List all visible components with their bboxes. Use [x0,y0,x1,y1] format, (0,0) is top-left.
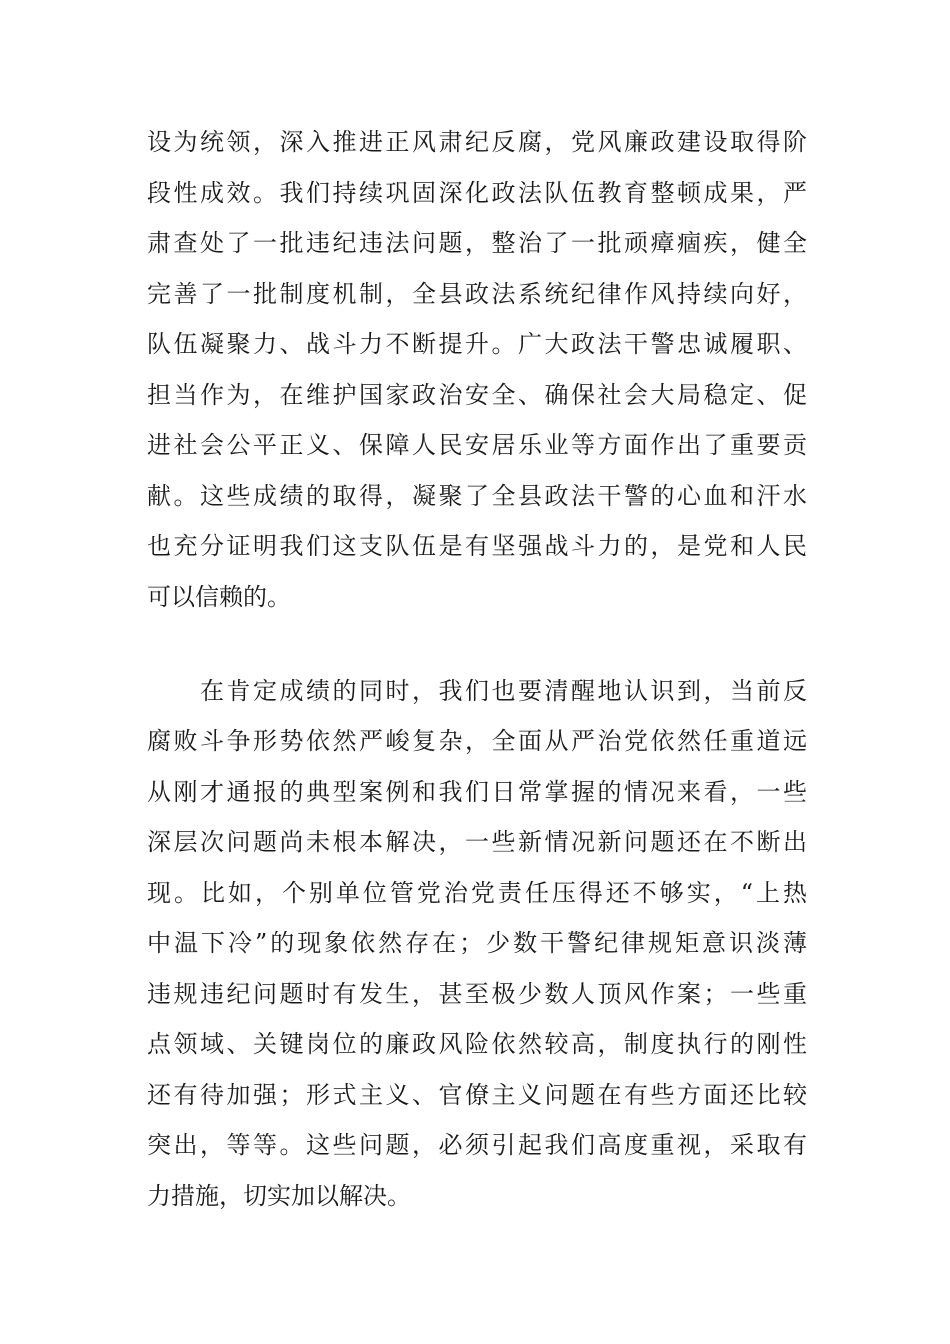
paragraph-2-line: 从刚才通报的典型案例和我们日常掌握的情况来看，一些 [147,778,807,806]
paragraph-2-line: 点领域、关键岗位的廉政风险依然较高，制度执行的刚性 [147,1030,807,1058]
paragraph-2-line: 腐败斗争形势依然严峻复杂，全面从严治党依然任重道远 [147,727,807,755]
paragraph-1-line: 设为统领，深入推进正风肃纪反腐，党风廉政建设取得阶 [147,128,807,156]
paragraph-2-line: 还有待加强；形式主义、官僚主义问题在有些方面还比较 [147,1081,807,1109]
paragraph-1-line: 献。这些成绩的取得，凝聚了全县政法干警的心血和汗水 [147,482,807,510]
paragraph-2-line: 力措施，切实加以解决。 [147,1182,411,1210]
paragraph-2-line: 中温下冷”的现象依然存在；少数干警纪律规矩意识淡薄 [147,929,807,957]
paragraph-1-line: 进社会公平正义、保障人民安居乐业等方面作出了重要贡 [147,431,807,459]
paragraph-1-line: 可以信赖的。 [147,583,291,611]
paragraph-2-line: 现。比如，个别单位管党治党责任压得还不够实，“上热 [147,879,807,907]
paragraph-1-line: 队伍凝聚力、战斗力不断提升。广大政法干警忠诚履职、 [147,330,807,358]
paragraph-1-line: 段性成效。我们持续巩固深化政法队伍教育整顿成果，严 [147,179,807,207]
paragraph-2-line: 在肯定成绩的同时，我们也要清醒地认识到，当前反 [147,677,807,705]
paragraph-2-line: 突出，等等。这些问题，必须引起我们高度重视，采取有 [147,1131,807,1159]
paragraph-1-line: 担当作为，在维护国家政治安全、确保社会大局稳定、促 [147,381,807,409]
paragraph-1-line: 也充分证明我们这支队伍是有坚强战斗力的，是党和人民 [147,532,807,560]
paragraph-1-line: 完善了一批制度机制，全县政法系统纪律作风持续向好， [147,280,807,308]
paragraph-2-line: 深层次问题尚未根本解决，一些新情况新问题还在不断出 [147,828,807,856]
paragraph-1-line: 肃查处了一批违纪违法问题，整治了一批顽瘴痼疾，健全 [147,229,807,257]
paragraph-2-line: 违规违纪问题时有发生，甚至极少数人顶风作案；一些重 [147,980,807,1008]
